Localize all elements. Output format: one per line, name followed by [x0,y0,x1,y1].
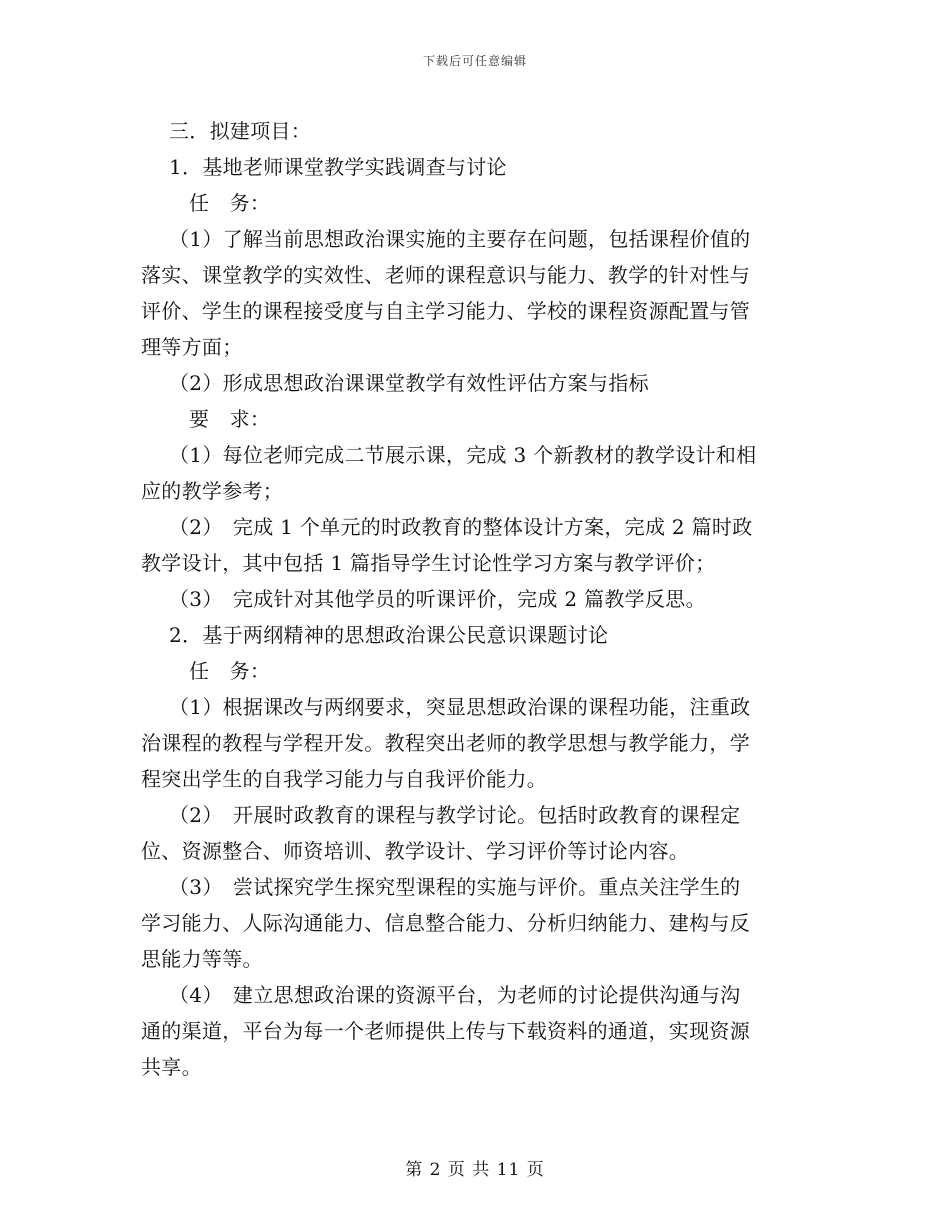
document-body [141,113,809,1085]
label-requirement: 要 求： [189,407,271,431]
label-task: 任 务： [189,191,271,215]
paragraph-line: （3） 尝试探究学生探究型课程的实施与评价。重点关注学生的 [169,875,741,899]
section-heading: 三．拟建项目： [169,119,312,143]
paragraph-line: （4） 建立思想政治课的资源平台，为老师的讨论提供沟通与沟 [169,983,741,1007]
paragraph-line: 思能力等等。 [141,947,263,971]
paragraph-line: 共享。 [141,1055,202,1079]
paragraph-line: 通的渠道，平台为每一个老师提供上传与下载资料的通道，实现资源 [141,1019,750,1043]
paragraph-line: 理等方面； [141,335,243,359]
paragraph-line: 程突出学生的自我学习能力与自我评价能力。 [141,767,547,791]
paragraph-line: 教学设计，其中包括 1 篇指导学生讨论性学习方案与教学评价； [141,551,716,575]
label-task: 任 务： [189,659,271,683]
paragraph-line: 应的教学参考； [141,479,284,503]
paragraph-line: （2） 开展时政教育的课程与教学讨论。包括时政教育的课程定 [169,803,741,827]
page-header: 下载后可任意编辑 [422,54,527,68]
paragraph-line: （3） 完成针对其他学员的听课评价，完成 2 篇教学反思。 [169,587,706,611]
paragraph-line: 位、资源整合、师资培训、教学设计、学习评价等讨论内容。 [141,839,690,863]
paragraph-line: （2）形成思想政治课课堂教学有效性评估方案与指标 [169,371,649,395]
subsection-heading: 1．基地老师课堂教学实践调查与讨论 [169,155,507,179]
paragraph-line: 治课程的教程与学程开发。教程突出老师的教学思想与教学能力，学 [141,731,750,755]
page-footer: 第 2 页 共 11 页 [405,1160,545,1180]
paragraph-line: （1）每位老师完成二节展示课，完成 3 个新教材的教学设计和相 [169,443,757,467]
paragraph-line: 落实、课堂教学的实效性、老师的课程意识与能力、教学的针对性与 [141,263,750,287]
paragraph-line: （2） 完成 1 个单元的时政教育的整体设计方案，完成 2 篇时政 [169,515,753,539]
paragraph-line: （1）根据课改与两纲要求，突显思想政治课的课程功能，注重政 [169,695,751,719]
paragraph-line: 评价、学生的课程接受度与自主学习能力、学校的课程资源配置与管 [141,299,750,323]
paragraph-line: 学习能力、人际沟通能力、信息整合能力、分析归纳能力、建构与反 [141,911,750,935]
paragraph-line: （1）了解当前思想政治课实施的主要存在问题，包括课程价值的 [169,227,751,251]
subsection-heading: 2．基于两纲精神的思想政治课公民意识课题讨论 [169,623,609,647]
